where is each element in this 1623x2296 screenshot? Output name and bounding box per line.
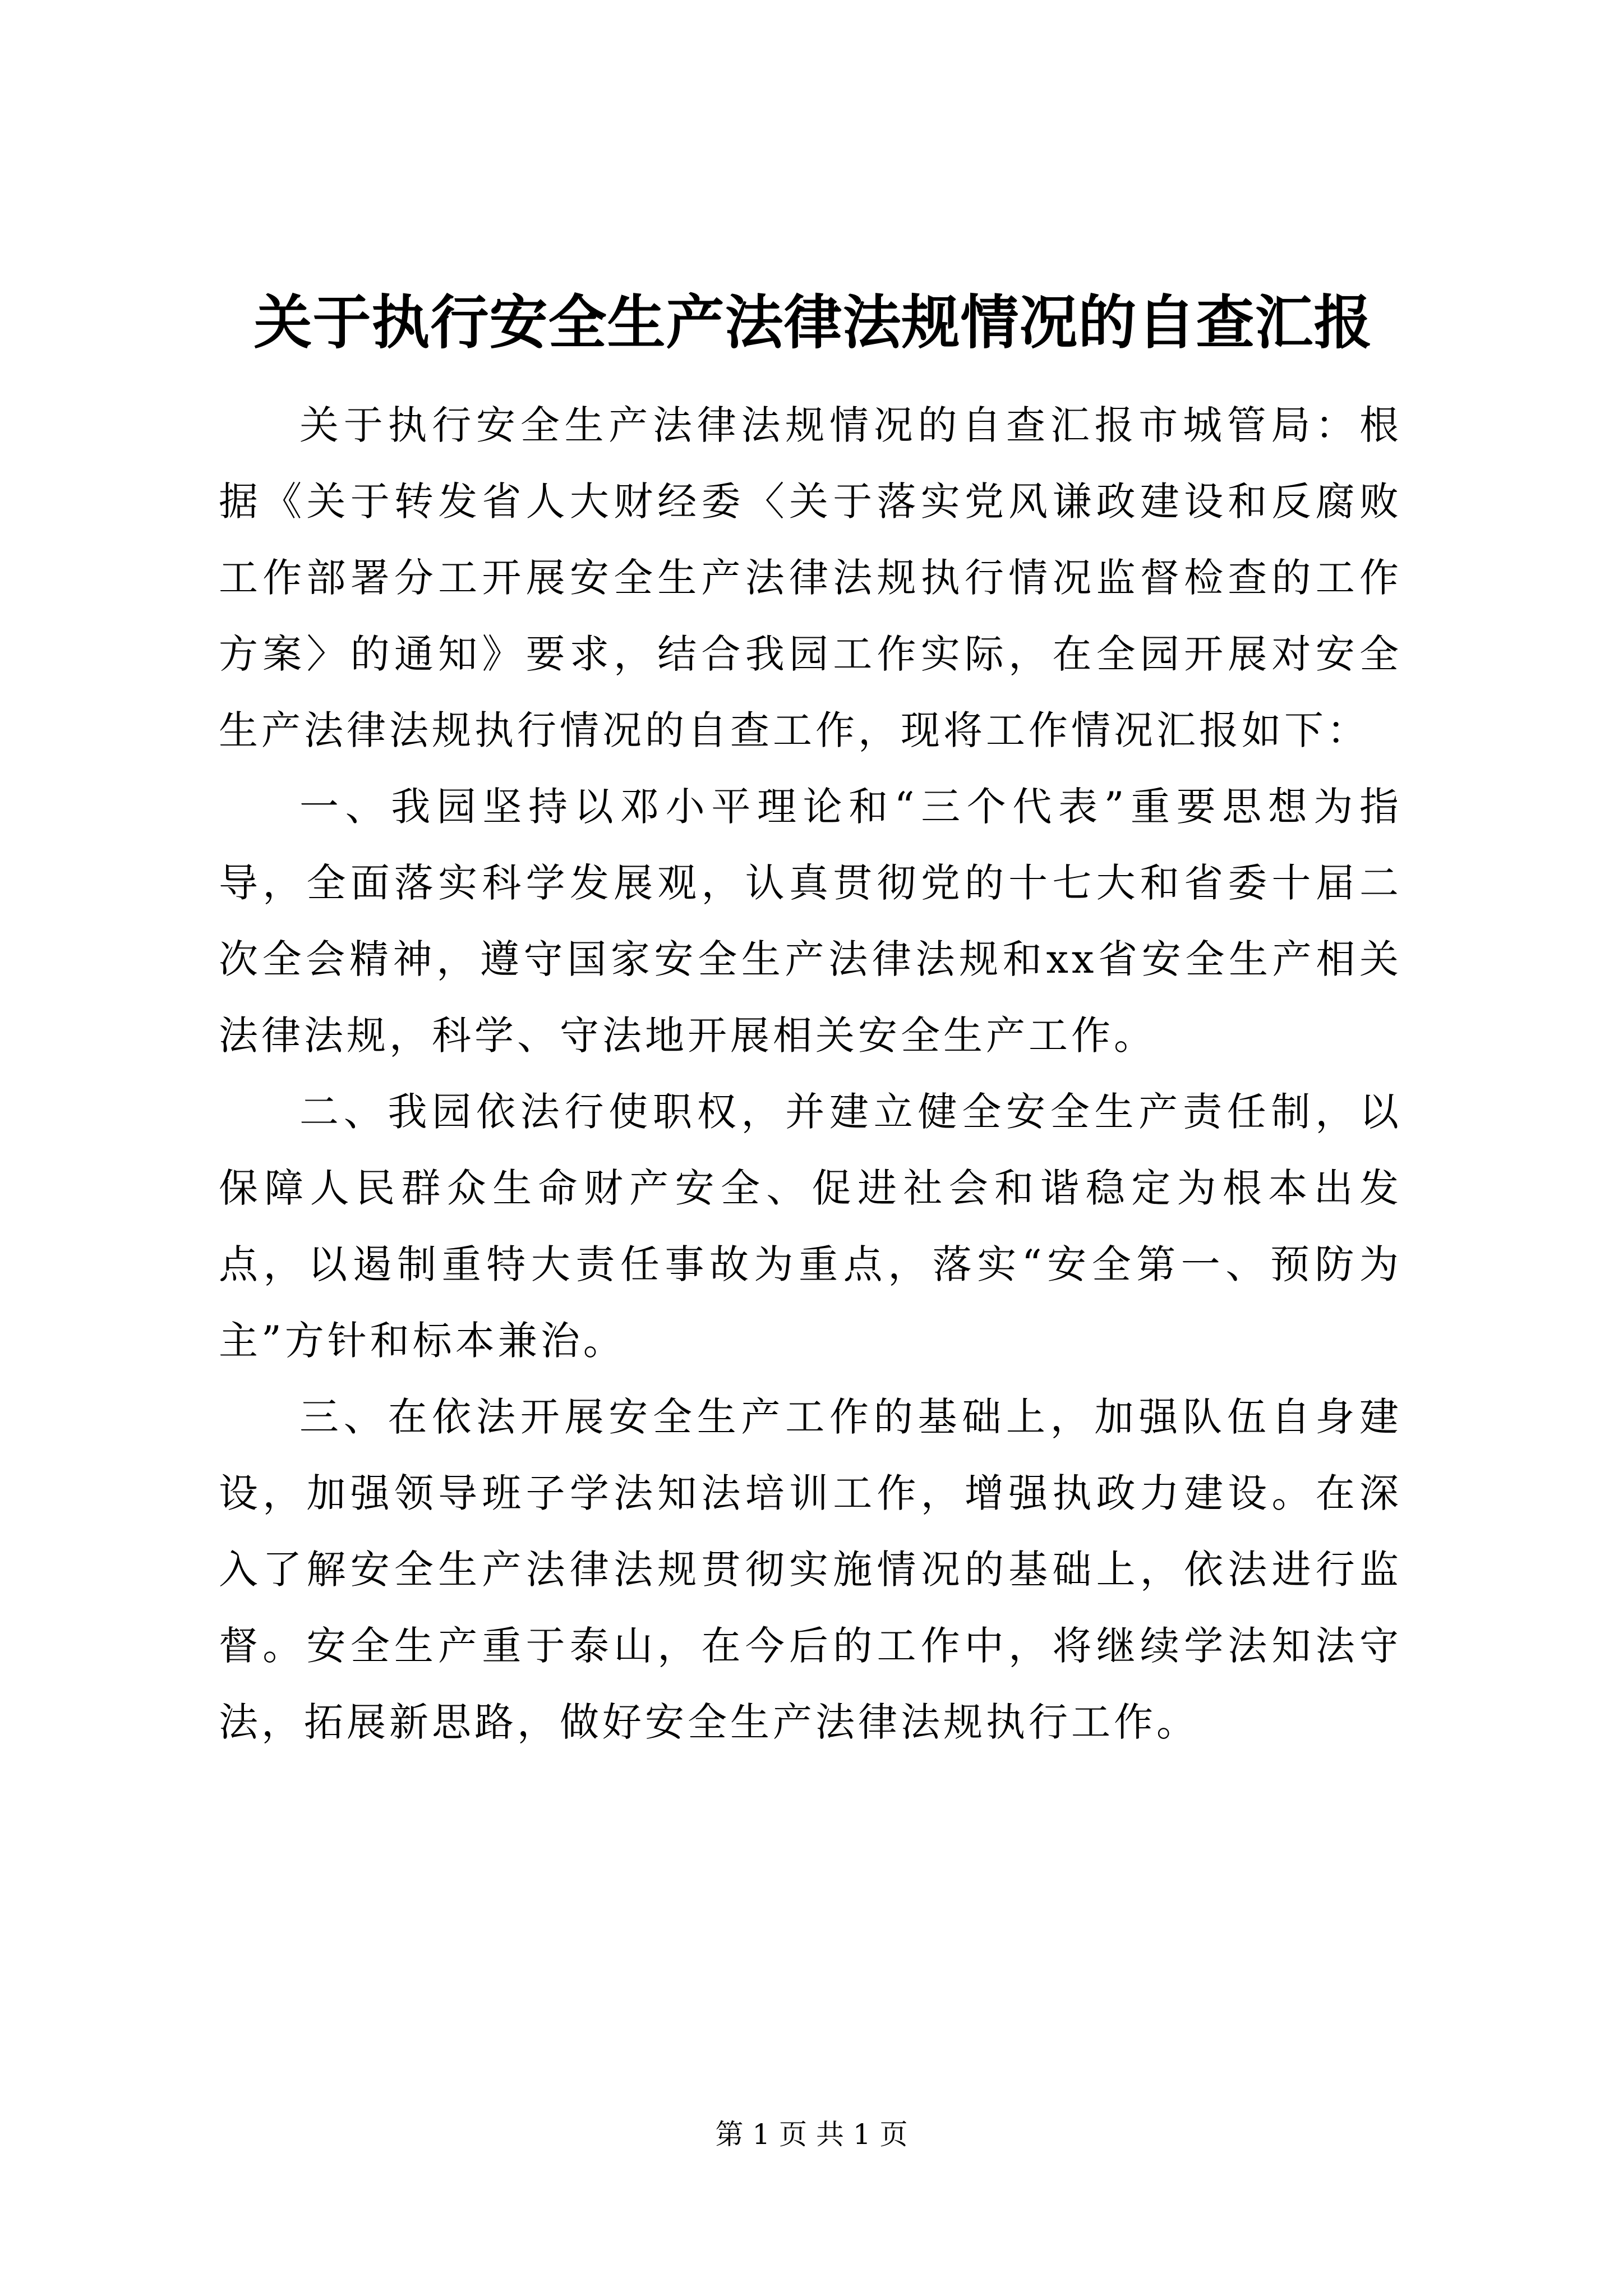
intro-paragraph: 关于执行安全生产法律法规情况的自查汇报市城管局：根据《关于转发省人大财经委〈关于落实党风谦政建设和反腐败工作部署分工开展安全生产法律法规执行情况监督检查的工作方案〉的通知》要求，结合我园工作实际，在全园开展对安全生产法律法规执行情况的自查工作，现将工作情况汇报如下： <box>219 402 1402 753</box>
document-body <box>219 387 1402 1760</box>
document-title: 关于执行安全生产法律法规情况的自查汇报 <box>253 288 1373 357</box>
page-footer: 第 1 页 共 1 页 <box>715 2118 908 2151</box>
section-one-paragraph: 一、我园坚持以邓小平理论和“三个代表”重要思想为指导，全面落实科学发展观，认真贯彻党的十七大和省委十届二次全会精神，遵守国家安全生产法律法规和xx省安全生产相关法律法规，科学、守法地开展相关安全生产工作。 <box>219 784 1402 1059</box>
section-three-paragraph: 三、在依法开展安全生产工作的基础上，加强队伍自身建设，加强领导班子学法知法培训工作，增强执政力建设。在深入了解安全生产法律法规贯彻实施情况的基础上，依法进行监督。安全生产重于泰山，在今后的工作中，将继续学法知法守法，拓展新思路，做好安全生产法律法规执行工作。 <box>219 1394 1402 1745</box>
section-two-paragraph: 二、我园依法行使职权，并建立健全安全生产责任制，以保障人民群众生命财产安全、促进社会和谐稳定为根本出发点，以遏制重特大责任事故为重点，落实“安全第一、预防为主”方针和标本兼治。 <box>219 1089 1402 1364</box>
